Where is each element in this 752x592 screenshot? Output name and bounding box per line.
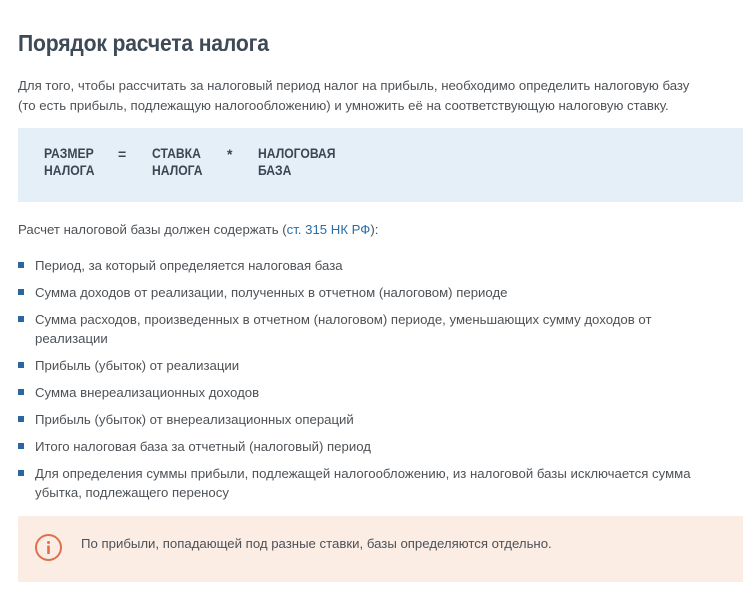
info-icon bbox=[35, 534, 62, 561]
list-item-text: Сумма внереализационных доходов bbox=[35, 385, 260, 400]
list-item-text: реализации bbox=[35, 331, 108, 346]
list-item-text: убытка, подлежащего переносу bbox=[35, 485, 229, 500]
intro-paragraph bbox=[18, 76, 744, 115]
list-item-text: Для определения суммы прибыли, подлежащей налогообложению, из налоговой базы исключается сумма bbox=[35, 466, 691, 481]
list-item-text: Сумма расходов, произведенных в отчетном (налоговом) периоде, уменьшающих сумму доходов от bbox=[35, 312, 652, 327]
info-note bbox=[18, 516, 743, 582]
list-item-text: Прибыль (убыток) от реализации bbox=[35, 358, 240, 373]
bullet-square-icon bbox=[18, 316, 24, 322]
formula-term-tax-rate bbox=[152, 146, 203, 179]
lead-text-after: ): bbox=[370, 222, 379, 237]
bullet-square-icon bbox=[18, 416, 24, 422]
note-text: По прибыли, попадающей под разные ставки, базы определяются отдельно. bbox=[81, 536, 552, 551]
list-intro-text bbox=[18, 221, 378, 239]
lead-text-before: Расчет налоговой базы должен содержать ( bbox=[18, 222, 287, 237]
bullet-square-icon bbox=[18, 262, 24, 268]
list-item-text: Сумма доходов от реализации, полученных в отчетном (налоговом) периоде bbox=[35, 285, 508, 300]
formula-term-line: РАЗМЕР bbox=[44, 146, 94, 161]
list-item-text: Итого налоговая база за отчетный (налоговый) период bbox=[35, 439, 371, 454]
bullet-square-icon bbox=[18, 289, 24, 295]
bullet-square-icon bbox=[18, 362, 24, 368]
bullet-square-icon bbox=[18, 443, 24, 449]
bullet-square-icon bbox=[18, 389, 24, 395]
bullet-square-icon bbox=[18, 470, 24, 476]
formula-term-line: НАЛОГОВАЯ bbox=[258, 146, 336, 161]
list-item-text: Прибыль (убыток) от внереализационных операций bbox=[35, 412, 354, 427]
formula-term-line: СТАВКА bbox=[152, 146, 201, 161]
list-item-text: Период, за который определяется налоговая база bbox=[35, 258, 343, 273]
tax-code-link[interactable]: ст. 315 НК РФ bbox=[286, 222, 371, 237]
page-title: Порядок расчета налога bbox=[18, 30, 269, 56]
formula-box bbox=[18, 128, 743, 202]
formula-term-tax-amount bbox=[44, 146, 95, 179]
formula-term-line: НАЛОГА bbox=[152, 162, 203, 178]
intro-line: Для того, чтобы рассчитать за налоговый период налог на прибыль, необходимо определить налоговую базу bbox=[18, 78, 690, 93]
formula-term-tax-base bbox=[258, 146, 336, 179]
formula-term-line: БАЗА bbox=[258, 162, 292, 178]
formula-term-line: НАЛОГА bbox=[44, 162, 95, 178]
formula-equals-sign: = bbox=[118, 146, 127, 162]
formula-multiply-sign: * bbox=[227, 146, 233, 162]
intro-line: (то есть прибыль, подлежащую налогообложению) и умножить её на соответствующую налоговую ставку. bbox=[18, 97, 669, 113]
